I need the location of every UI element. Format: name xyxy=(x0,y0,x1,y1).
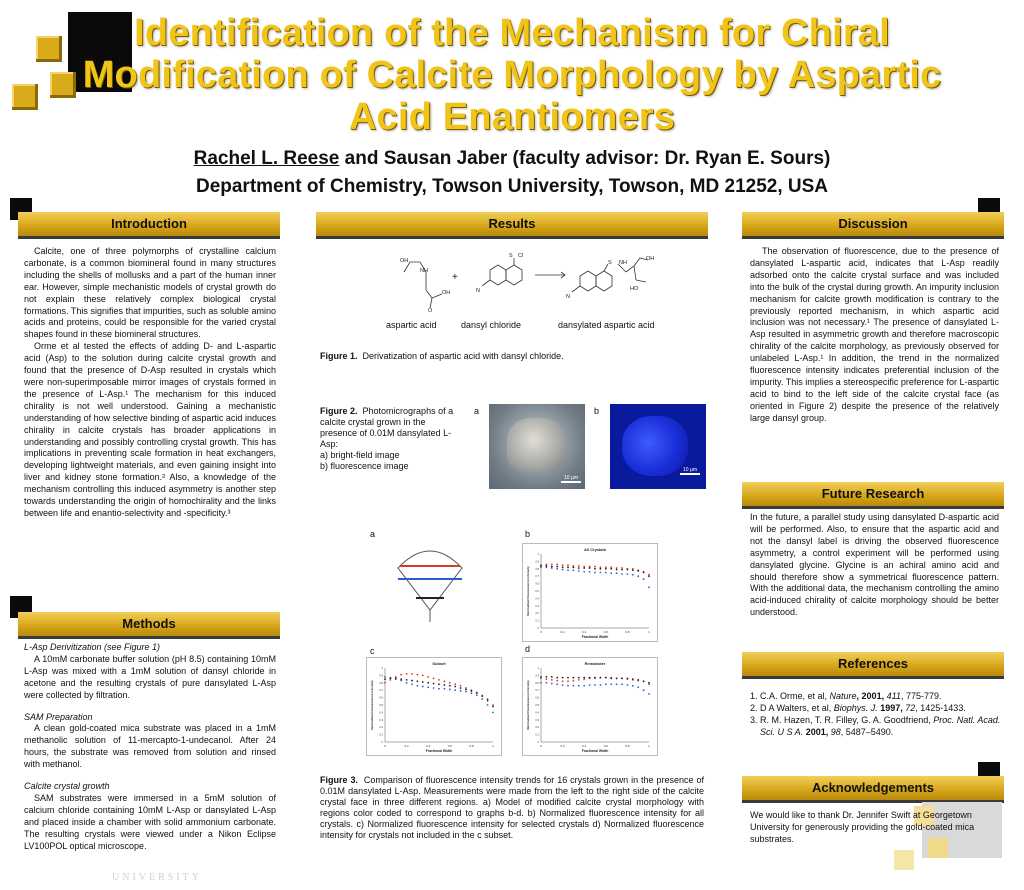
data-point-series-3 xyxy=(476,692,478,694)
x-tick-label: 0.2 xyxy=(560,630,565,634)
data-point-series-3 xyxy=(438,683,440,685)
future-research-text xyxy=(750,512,999,619)
fluorescence-micrograph xyxy=(610,404,706,489)
data-point-series-1 xyxy=(578,679,580,681)
x-tick-label: 0.6 xyxy=(603,630,608,634)
figure3-caption-label: Figure 3. xyxy=(320,775,358,785)
discussion-paragraph: The observation of fluorescence, due to the presence of dansylated L-aspartic acid, indicates that L-Asp readily adsorbed onto the calcite crystal surface and was included into the bulk of the crystal during growth. An impurity inclusion mechanism for calcite growth modification is contrary to the previously reported mechanism, in which aspartic acid inclusion was not necessary.¹ The presence of dansylated L-Asp resulted in asymmetric growth and therefore macroscopic chirality of the calcite morphology, as previously observed for unlabeled L-Asp.¹ In addition, the trend in the normalized fluorescence intensity indicates preferential inclusion of the impurity. This implies a stereospecific preference for L-aspartic acid to bind to the left side of the calcite crystal face (as oriented in Figure 2) despite the presence of the relatively large dansyl group. xyxy=(750,246,999,423)
figure2-caption-label: Figure 2. xyxy=(320,406,358,416)
y-tick-label: 0.6 xyxy=(535,696,539,700)
figure3-caption xyxy=(320,775,704,841)
x-axis-label: Fractional Width xyxy=(581,635,609,639)
data-point-series-3 xyxy=(583,677,585,679)
data-point-series-2 xyxy=(567,569,569,571)
atom-n-1: N xyxy=(476,288,480,294)
figure3-caption-text: Comparison of fluorescence intensity trends for 16 crystals grown in the presence of 0.01M dansylated L-Asp. Measurements were made from the left to the right side of the calcite crystal face in three different regions. a) Model of modified calcite crystal morphology with regions color coded to correspond to graphs b-d. b) Normalized fluorescence intensity for all crystals. c) Normalized fluorescence intensity for selected crystals d) Normalized fluorescence intensity for crystals not included in the c subset. xyxy=(320,775,704,840)
data-point-series-1 xyxy=(422,675,424,677)
data-point-series-3 xyxy=(600,568,602,570)
data-point-series-2 xyxy=(605,572,607,574)
data-point-series-2 xyxy=(621,683,623,685)
x-tick-label: 0 xyxy=(540,630,542,634)
y-tick-label: 0.8 xyxy=(535,681,539,685)
x-tick-label: 0.8 xyxy=(469,744,474,748)
references-header: References xyxy=(742,652,1004,679)
data-point-series-3 xyxy=(551,676,553,678)
data-point-series-3 xyxy=(546,676,548,678)
data-point-series-3 xyxy=(444,684,446,686)
y-tick-label: 0.2 xyxy=(379,726,383,730)
methods-sam-text: A clean gold-coated mica substrate was placed in a 1mM methanolic solution of 11-mercapto-1-undecanol. After 24 hours, the substrate was removed from solution and rinsed with methanol. xyxy=(24,723,276,770)
y-tick-label: 0.1 xyxy=(535,619,539,623)
atom-ho: HO xyxy=(630,286,639,292)
methods-growth-title: Calcite crystal growth xyxy=(24,781,110,792)
data-point-series-3 xyxy=(600,677,602,679)
x-tick-label: 0.4 xyxy=(582,744,587,748)
y-tick-label: 0.8 xyxy=(379,681,383,685)
data-point-series-3 xyxy=(551,566,553,568)
data-point-series-2 xyxy=(627,573,629,575)
data-point-series-3 xyxy=(632,678,634,680)
ack-gold-square-3 xyxy=(894,850,914,870)
data-point-series-2 xyxy=(578,685,580,687)
atom-cl: Cl xyxy=(518,253,524,259)
data-point-series-2 xyxy=(433,687,435,689)
figure1-plus: + xyxy=(452,272,458,283)
data-point-series-3 xyxy=(465,689,467,691)
data-point-series-3 xyxy=(610,568,612,570)
data-point-series-2 xyxy=(605,683,607,685)
y-tick-label: 0.9 xyxy=(379,674,383,678)
data-point-series-2 xyxy=(551,683,553,685)
data-point-series-3 xyxy=(648,682,650,684)
brightfield-crystal xyxy=(507,418,565,472)
data-point-series-1 xyxy=(556,680,558,682)
figure1-caption: Figure 1. Derivatization of aspartic acid with dansyl chloride. xyxy=(320,351,564,361)
figure2-item-b: b) fluorescence image xyxy=(320,461,409,471)
data-point-series-3 xyxy=(556,566,558,568)
title-decoration-gold-3 xyxy=(12,84,38,110)
figure2-panel-b-label: b xyxy=(594,406,600,416)
data-point-series-3 xyxy=(454,686,456,688)
data-point-series-2 xyxy=(438,688,440,690)
intro-text xyxy=(24,246,276,520)
chart-title: All Crystals xyxy=(583,547,607,552)
data-point-series-1 xyxy=(438,679,440,681)
reference-3: 3. R. M. Hazen, T. R. Filley, G. A. Goodfriend, Proc. Natl. Acad. Sci. U S A. 2001, 98, 5487–5490. xyxy=(750,715,1001,737)
data-point-series-2 xyxy=(643,689,645,691)
data-point-series-2 xyxy=(562,569,564,571)
data-point-series-3 xyxy=(632,569,634,571)
scale-bar-b: 10 µm xyxy=(680,467,700,475)
data-point-series-3 xyxy=(384,678,386,680)
crystal-model-diagram xyxy=(392,540,468,624)
university-watermark: UNIVERSITY xyxy=(112,872,202,883)
y-tick-label: 0.5 xyxy=(535,590,539,593)
data-point-series-3 xyxy=(417,680,419,682)
data-point-series-2 xyxy=(616,572,618,574)
figure1-label-dansylated-aspartic-acid: dansylated aspartic acid xyxy=(558,320,655,330)
data-point-series-1 xyxy=(460,685,462,687)
data-point-series-1 xyxy=(433,677,435,679)
data-point-series-3 xyxy=(471,690,473,692)
methods-text xyxy=(24,642,276,853)
x-tick-label: 1 xyxy=(648,630,650,634)
data-point-series-3 xyxy=(567,677,569,679)
data-point-series-2 xyxy=(546,682,548,684)
figure3-panel-d-label: d xyxy=(525,644,531,654)
data-point-series-2 xyxy=(594,572,596,574)
x-tick-label: 0 xyxy=(540,744,542,748)
data-point-series-3 xyxy=(546,565,548,567)
data-point-series-3 xyxy=(556,677,558,679)
data-point-series-2 xyxy=(476,694,478,696)
data-point-series-1 xyxy=(384,682,386,684)
data-point-series-3 xyxy=(648,575,650,577)
brightfield-micrograph xyxy=(489,404,585,489)
data-point-series-2 xyxy=(610,572,612,574)
data-point-series-3 xyxy=(562,677,564,679)
y-tick-label: 0.6 xyxy=(379,696,383,700)
y-tick-label: 0.4 xyxy=(535,711,539,715)
data-point-series-1 xyxy=(556,563,558,565)
chart-all-crystals xyxy=(522,543,658,642)
data-point-series-2 xyxy=(481,698,483,700)
x-tick-label: 0.6 xyxy=(603,744,608,748)
data-point-series-2 xyxy=(616,683,618,685)
data-point-series-3 xyxy=(411,680,413,682)
data-point-series-3 xyxy=(627,569,629,571)
x-tick-label: 0.2 xyxy=(404,744,409,748)
fluorescence-crystal xyxy=(622,416,688,476)
y-tick-label: 0.8 xyxy=(535,567,539,571)
data-point-series-2 xyxy=(406,682,408,684)
y-tick-label: 0.7 xyxy=(535,575,539,579)
data-point-series-2 xyxy=(540,682,542,684)
chart-remainder xyxy=(522,657,658,756)
data-point-series-1 xyxy=(546,678,548,680)
data-point-series-2 xyxy=(465,691,467,693)
data-point-series-3 xyxy=(578,567,580,569)
methods-growth-text: SAM substrates were immersed in a 5mM solution of calcium chloride containing 10mM L-Asp or dansylated L-Asp and placed inside a chamber with solid ammonium carbonate. The resulting crystals were viewed under a Nikon Eclipse LV100POL optical microscope. xyxy=(24,792,276,851)
data-point-series-1 xyxy=(411,673,413,675)
data-point-series-2 xyxy=(589,684,591,686)
intro-paragraph-1: Calcite, one of three polymorphs of crystalline calcium carbonate, is a common biomineral found in many structures including the shells of mollusks and a part of the human inner ear. However, simple mechanistic models of crystal growth do not explain these relatively complex biological crystal formations. This signifies that impurities, such as soluble amino acids and proteins, could be responsible for the varied crystal shapes found in these biomineral structures. xyxy=(24,246,276,340)
acknowledgements-text: We would like to thank Dr. Jennifer Swift at Georgetown University for generously providing the gold-coated mica substrates. xyxy=(750,810,975,844)
data-point-series-1 xyxy=(454,683,456,685)
data-point-series-2 xyxy=(627,684,629,686)
figure3-panel-a-label: a xyxy=(370,529,376,539)
atom-oh-2: OH xyxy=(442,290,451,296)
data-point-series-2 xyxy=(556,683,558,685)
data-point-series-2 xyxy=(632,685,634,687)
data-point-series-2 xyxy=(621,573,623,575)
data-point-series-2 xyxy=(471,692,473,694)
data-point-series-3 xyxy=(449,685,451,687)
data-point-series-2 xyxy=(384,676,386,678)
data-point-series-1 xyxy=(417,674,419,676)
data-point-series-2 xyxy=(492,712,494,714)
y-tick-label: 0.7 xyxy=(379,689,383,693)
x-tick-label: 0.8 xyxy=(625,630,630,634)
figure2-caption xyxy=(320,406,462,472)
atom-o-1: O xyxy=(428,308,433,312)
data-point-series-3 xyxy=(589,677,591,679)
future-research-paragraph: In the future, a parallel study using dansylated D-aspartic acid will be performed. Also, to ensure that the aspartic acid and not the dansyl label is driving the observed fluorescence asymmetry, a control experiment will be performed using dansylated glycine. Glycine is an achiral amino acid and should therefore show a symmetrical fluorescence pattern. With the additional data, the mechanism controlling the amino acid-induced chirality of calcite morphology should be better understood. xyxy=(750,512,999,618)
y-tick-label: 1 xyxy=(537,667,539,670)
chart-title: Remainder xyxy=(584,661,606,666)
methods-sam-title: SAM Preparation xyxy=(24,711,93,722)
data-point-series-3 xyxy=(400,678,402,680)
data-point-series-3 xyxy=(540,565,542,567)
data-point-series-3 xyxy=(578,677,580,679)
reference-1: 1. C.A. Orme, et al, Nature, 2001, 411, 775-779. xyxy=(750,691,942,701)
data-point-series-2 xyxy=(600,572,602,574)
data-point-series-3 xyxy=(643,572,645,574)
results-header: Results xyxy=(316,212,708,239)
data-point-series-2 xyxy=(562,684,564,686)
data-point-series-2 xyxy=(583,571,585,573)
discussion-text xyxy=(750,246,999,425)
y-tick-label: 0.3 xyxy=(379,718,383,722)
poster-authors xyxy=(60,148,964,170)
data-point-series-2 xyxy=(556,568,558,570)
y-tick-label: 0 xyxy=(537,627,539,630)
data-point-series-2 xyxy=(648,693,650,695)
future-research-header: Future Research xyxy=(742,482,1004,509)
references-list xyxy=(750,690,1002,738)
y-tick-label: 0.2 xyxy=(535,726,539,730)
acknowledgements-header: Acknowledgements xyxy=(742,776,1004,803)
y-tick-label: 0.7 xyxy=(535,689,539,693)
data-point-series-1 xyxy=(567,680,569,682)
data-point-series-3 xyxy=(540,676,542,678)
y-tick-label: 1 xyxy=(537,553,539,556)
x-tick-label: 1 xyxy=(648,744,650,748)
data-point-series-1 xyxy=(578,565,580,567)
data-point-series-2 xyxy=(637,575,639,577)
methods-derivitization-text: A 10mM carbonate buffer solution (pH 8.5) containing 10mM L-Asp was mixed with a 1mM solution of dansyl chloride in acetone and the resulting crystals of pure dansylated L-Asp were collected by filtration. xyxy=(24,653,276,700)
y-axis-label: Normalized Fluorescence Intensity xyxy=(526,680,530,730)
y-tick-label: 0.5 xyxy=(535,704,539,707)
y-tick-label: 0.9 xyxy=(535,560,539,564)
data-point-series-2 xyxy=(487,704,489,706)
y-tick-label: 0 xyxy=(537,741,539,744)
department-line: Department of Chemistry, Towson University, Towson, MD 21252, USA xyxy=(195,176,829,197)
data-point-series-3 xyxy=(616,677,618,679)
data-point-series-3 xyxy=(406,679,408,681)
data-point-series-2 xyxy=(573,569,575,571)
data-point-series-1 xyxy=(449,682,451,684)
data-point-series-3 xyxy=(610,677,612,679)
data-point-series-3 xyxy=(589,567,591,569)
data-point-series-1 xyxy=(551,563,553,565)
figure2-item-a: a) bright-field image xyxy=(320,450,400,460)
atom-oh-1: OH xyxy=(400,258,409,264)
data-point-series-2 xyxy=(583,685,585,687)
data-point-series-3 xyxy=(567,566,569,568)
data-point-series-2 xyxy=(637,686,639,688)
data-point-series-3 xyxy=(621,677,623,679)
data-point-series-3 xyxy=(481,695,483,697)
data-point-series-3 xyxy=(562,566,564,568)
atom-nh2: NH xyxy=(420,268,428,274)
data-point-series-3 xyxy=(616,569,618,571)
x-axis-label: Fractional Width xyxy=(425,749,453,753)
data-point-series-3 xyxy=(427,682,429,684)
y-tick-label: 0.2 xyxy=(535,612,539,616)
data-point-series-3 xyxy=(637,679,639,681)
y-tick-label: 0.3 xyxy=(535,604,539,608)
methods-derivitization-title: L-Asp Derivitization (see Figure 1) xyxy=(24,642,161,652)
y-tick-label: 0.4 xyxy=(379,711,383,715)
data-point-series-1 xyxy=(427,676,429,678)
y-axis-label: Normalized Fluorescence Intensity xyxy=(370,680,374,730)
data-point-series-2 xyxy=(578,570,580,572)
y-axis-label: Normalized Fluorescence Intensity xyxy=(526,566,530,616)
x-tick-label: 0.8 xyxy=(625,744,630,748)
figure1-reaction-scheme xyxy=(390,250,690,312)
atom-s-1: S xyxy=(509,253,513,259)
data-point-series-2 xyxy=(449,689,451,691)
x-tick-label: 0.2 xyxy=(560,744,565,748)
poster-title: Identification of the Mechanism for Chiral Modification of Calcite Morphology by Aspartic Acid Enantiomers xyxy=(82,12,942,138)
data-point-series-3 xyxy=(627,677,629,679)
y-tick-label: 0.5 xyxy=(379,704,383,707)
data-point-series-2 xyxy=(567,685,569,687)
data-point-series-1 xyxy=(551,679,553,681)
data-point-series-1 xyxy=(562,564,564,566)
data-point-series-2 xyxy=(444,688,446,690)
crystal-model-outline xyxy=(398,551,462,610)
y-tick-label: 0 xyxy=(381,741,383,744)
data-point-series-3 xyxy=(395,677,397,679)
data-point-series-3 xyxy=(637,570,639,572)
x-tick-label: 0.4 xyxy=(426,744,431,748)
data-point-series-1 xyxy=(400,674,402,676)
data-point-series-3 xyxy=(433,683,435,685)
data-point-series-3 xyxy=(573,566,575,568)
atom-nh: NH xyxy=(619,260,627,266)
scale-bar-a: 10 µm xyxy=(561,475,581,483)
data-point-series-3 xyxy=(621,569,623,571)
discussion-header: Discussion xyxy=(742,212,1004,239)
data-point-series-3 xyxy=(594,568,596,570)
data-point-series-2 xyxy=(417,685,419,687)
data-point-series-3 xyxy=(605,568,607,570)
data-point-series-3 xyxy=(643,680,645,682)
data-point-series-2 xyxy=(648,586,650,588)
x-tick-label: 0.6 xyxy=(447,744,452,748)
data-point-series-2 xyxy=(427,686,429,688)
author-list: and Sausan Jaber (faculty advisor: Dr. Ryan E. Sours) xyxy=(339,148,831,169)
chart-subset xyxy=(366,657,502,756)
data-point-series-2 xyxy=(411,683,413,685)
data-point-series-2 xyxy=(422,686,424,688)
y-tick-label: 0.1 xyxy=(535,733,539,737)
atom-s-2: S xyxy=(608,260,612,266)
data-point-series-1 xyxy=(573,680,575,682)
data-point-series-1 xyxy=(567,564,569,566)
data-point-series-1 xyxy=(594,566,596,568)
x-axis-label: Fractional Width xyxy=(581,749,609,753)
intro-header: Introduction xyxy=(18,212,280,239)
y-tick-label: 0.9 xyxy=(535,674,539,678)
y-tick-label: 0.1 xyxy=(379,733,383,737)
chart-title: Subset xyxy=(432,661,446,666)
figure3-panel-b-label: b xyxy=(525,529,531,539)
figure1-label-aspartic-acid: aspartic acid xyxy=(386,320,437,330)
data-point-series-3 xyxy=(605,677,607,679)
y-tick-label: 0.6 xyxy=(535,582,539,586)
data-point-series-1 xyxy=(406,673,408,675)
figure1-label-dansyl-chloride: dansyl chloride xyxy=(461,320,522,330)
data-point-series-2 xyxy=(573,685,575,687)
data-point-series-2 xyxy=(460,690,462,692)
y-tick-label: 0.4 xyxy=(535,597,539,601)
data-point-series-1 xyxy=(444,680,446,682)
figure2-caption-text: Photomicrographs of a calcite crystal grown in the presence of 0.01M dansylated L-Asp: xyxy=(320,406,454,449)
x-tick-label: 0.4 xyxy=(582,630,587,634)
data-point-series-3 xyxy=(460,687,462,689)
methods-header: Methods xyxy=(18,612,280,639)
data-point-series-3 xyxy=(487,700,489,702)
data-point-series-3 xyxy=(583,567,585,569)
figure3-panel-c-label: c xyxy=(370,646,375,656)
data-point-series-2 xyxy=(454,689,456,691)
x-tick-label: 1 xyxy=(492,744,494,748)
atom-oh-3: OH xyxy=(646,256,655,262)
data-point-series-3 xyxy=(422,681,424,683)
intro-paragraph-2: Orme et al tested the effects of adding D- and L-aspartic acid (Asp) to the solution during calcite crystal growth and found that the presence of D-Asp resulted in crystals which were non-superimposable mirror images of crystals formed in the presence of L-Asp.¹ The mechanism for this induced chirality is not well understood. Gaining a mechanistic understanding of how selective binding of aspartic acid induces chirality in calcite crystals has broader applications in understanding and possibly controlling crystal growth. This has implications in preventing scale formation in heat exchangers, developing lightweight materials, and even gaining insight into liver and kidney stone formation.² Also, a knowledge of the mechanism controlling this induced asymmetry is another step towards understanding the origin of homochirality and the links between life and enantio-selectivity and -specificity.³ xyxy=(24,341,276,518)
data-point-series-2 xyxy=(632,574,634,576)
data-point-series-3 xyxy=(492,706,494,708)
data-point-series-3 xyxy=(390,677,392,679)
data-point-series-2 xyxy=(643,578,645,580)
x-tick-label: 0 xyxy=(384,744,386,748)
reference-2: 2. D A Walters, et al, Biophys. J. 1997, 72, 1425-1433. xyxy=(750,703,966,713)
data-point-series-2 xyxy=(610,683,612,685)
figure2-panel-a-label: a xyxy=(474,406,480,416)
atom-n-2: N xyxy=(566,294,570,300)
y-tick-label: 1 xyxy=(381,667,383,670)
data-point-series-1 xyxy=(562,680,564,682)
data-point-series-3 xyxy=(594,677,596,679)
data-point-series-2 xyxy=(594,684,596,686)
data-point-series-3 xyxy=(573,677,575,679)
y-tick-label: 0.3 xyxy=(535,718,539,722)
title-decoration-gold-1 xyxy=(36,36,62,62)
presenter-name: Rachel L. Reese xyxy=(193,148,340,169)
data-point-series-2 xyxy=(600,684,602,686)
data-point-series-2 xyxy=(589,571,591,573)
